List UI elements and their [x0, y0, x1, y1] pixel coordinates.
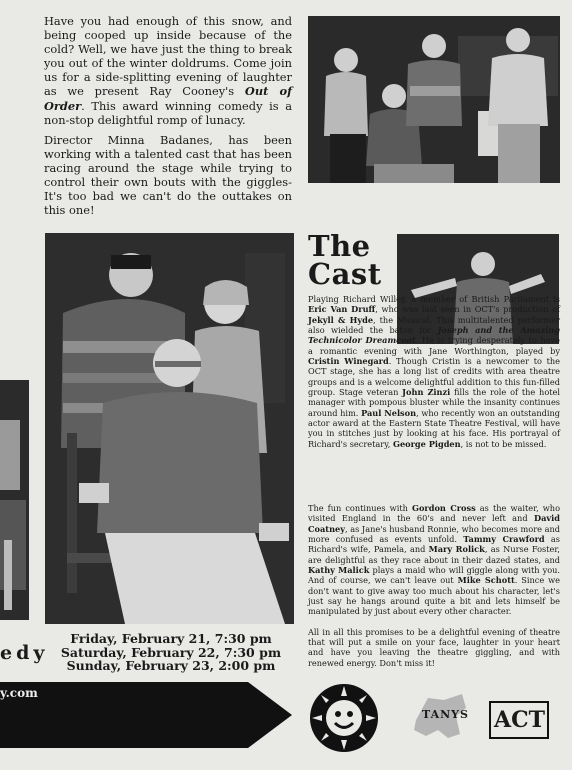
show-title: Joseph and the Amazing Technicolor Dreamcoat — [308, 325, 560, 346]
cast-paragraph-3: All in all this promises to be a delightful evening of theatre that will put a smile on your face, laughter in your heart and have you leaving the theatre giggling, and with renewed energy. Don't miss it! — [308, 626, 560, 668]
cast-name: Tammy Crawford — [463, 534, 545, 545]
text-run: . He is trying desperately to have a romantic evening with Jane Worthington, played by — [308, 335, 560, 356]
text-run: , as Nurse Foster, are delightful as they race about in their dazed states, and — [308, 544, 560, 565]
date-saturday: Saturday, February 22, 7:30 pm — [60, 644, 282, 660]
text-run: , is not to be missed. — [460, 438, 547, 449]
cast-group-photo — [308, 16, 560, 183]
text-run: The fun continues with — [308, 503, 412, 513]
cast-paragraph-2-3 — [308, 503, 560, 675]
cast-name: Cristin Winegard — [308, 356, 389, 367]
date-friday: Friday, February 21, 7:30 pm — [70, 631, 272, 646]
sun-logo — [308, 682, 380, 754]
website-text: y.com — [0, 686, 38, 700]
cast-heading: The Cast — [308, 229, 382, 291]
cast-name: Jekyll & Hyde — [308, 314, 374, 325]
text-run: as Richard's wife, Pamela, and — [308, 534, 560, 555]
text-run: fills the role of the hotel manager with pompous bluster while the insanity continues around him. — [308, 387, 560, 418]
cast-name: Mike Schott — [457, 575, 515, 586]
intro-text — [44, 14, 292, 223]
cast-photo-large — [45, 233, 294, 624]
performance-dates — [46, 632, 296, 673]
text-run: plays a maid who will giggle along with you. And of course, we can't leave out — [308, 565, 560, 586]
text-run: . Though Cristin is a newcomer to the OCT stage, she has a long list of credits with area theatre groups and is a welcome delightful addition to this fun-filled group. Stage veteran — [308, 356, 560, 398]
intro-paragraph-2: Director Minna Badanes, has been working with a talented cast that has been racing around the stage while trying to control their own bouts with the giggles- It's too bad we can't do the outtakes on this one! — [44, 132, 292, 218]
edge-photo — [0, 380, 29, 620]
cast-name: Paul Nelson — [361, 407, 417, 418]
website-banner — [0, 682, 292, 748]
cast-name: Gordon Cross — [411, 503, 476, 513]
date-sunday: Sunday, February 23, 2:00 pm — [66, 658, 276, 674]
act-logo: ACT — [488, 700, 550, 740]
cast-name: John Zinzi — [402, 387, 451, 398]
text-run: , who was last seen in OCT's production of — [375, 304, 561, 315]
text-run: , as Jane's husband Ronnie, who becomes more and more confused as events unfold. — [308, 523, 560, 545]
cast-name: Kathy Malick — [308, 565, 370, 576]
text-run: . Since we don't want to give away too much about his character, let's just say he hangs around quite a bit and lets himself be manipulated by just about every other character. — [308, 575, 560, 617]
text-run: , who recently won an outstanding actor award at the Eastern State Theatre Festival, will have you in stitches just by looking at his face. His portrayal of Richard's secretary, — [308, 407, 560, 449]
text-run: , the Musical. This multitalented performer also wielded the baton for — [308, 314, 560, 336]
cast-name: Mary Rolick — [428, 544, 485, 555]
edge-comedy-text: edy — [0, 642, 49, 664]
play-title: Out of Order — [44, 84, 292, 113]
cast-name: George Pigden — [392, 438, 461, 449]
tanys-logo: TANYS — [408, 690, 472, 742]
cast-paragraph-2 — [308, 503, 560, 617]
intro-paragraph-1: Have you had enough of this snow, and being cooped up inside because of the cold? Well, we have just the thing to break you out of the winter doldrums. Come join us for a side-splitting evening of laughter as we present Ray Cooney's Out of Order. This award winning comedy is a non-stop delightful romp of lunacy. — [44, 14, 292, 127]
cast-paragraph-1 — [308, 294, 560, 456]
cast-name: Eric Van Druff — [308, 304, 376, 315]
text-run: Playing Richard Willey, a member of British Parliament is — [308, 294, 560, 304]
text-run: as the waiter, who visited England in the 60's and never left and — [308, 503, 561, 524]
cast-name: David Coatney — [308, 513, 560, 534]
